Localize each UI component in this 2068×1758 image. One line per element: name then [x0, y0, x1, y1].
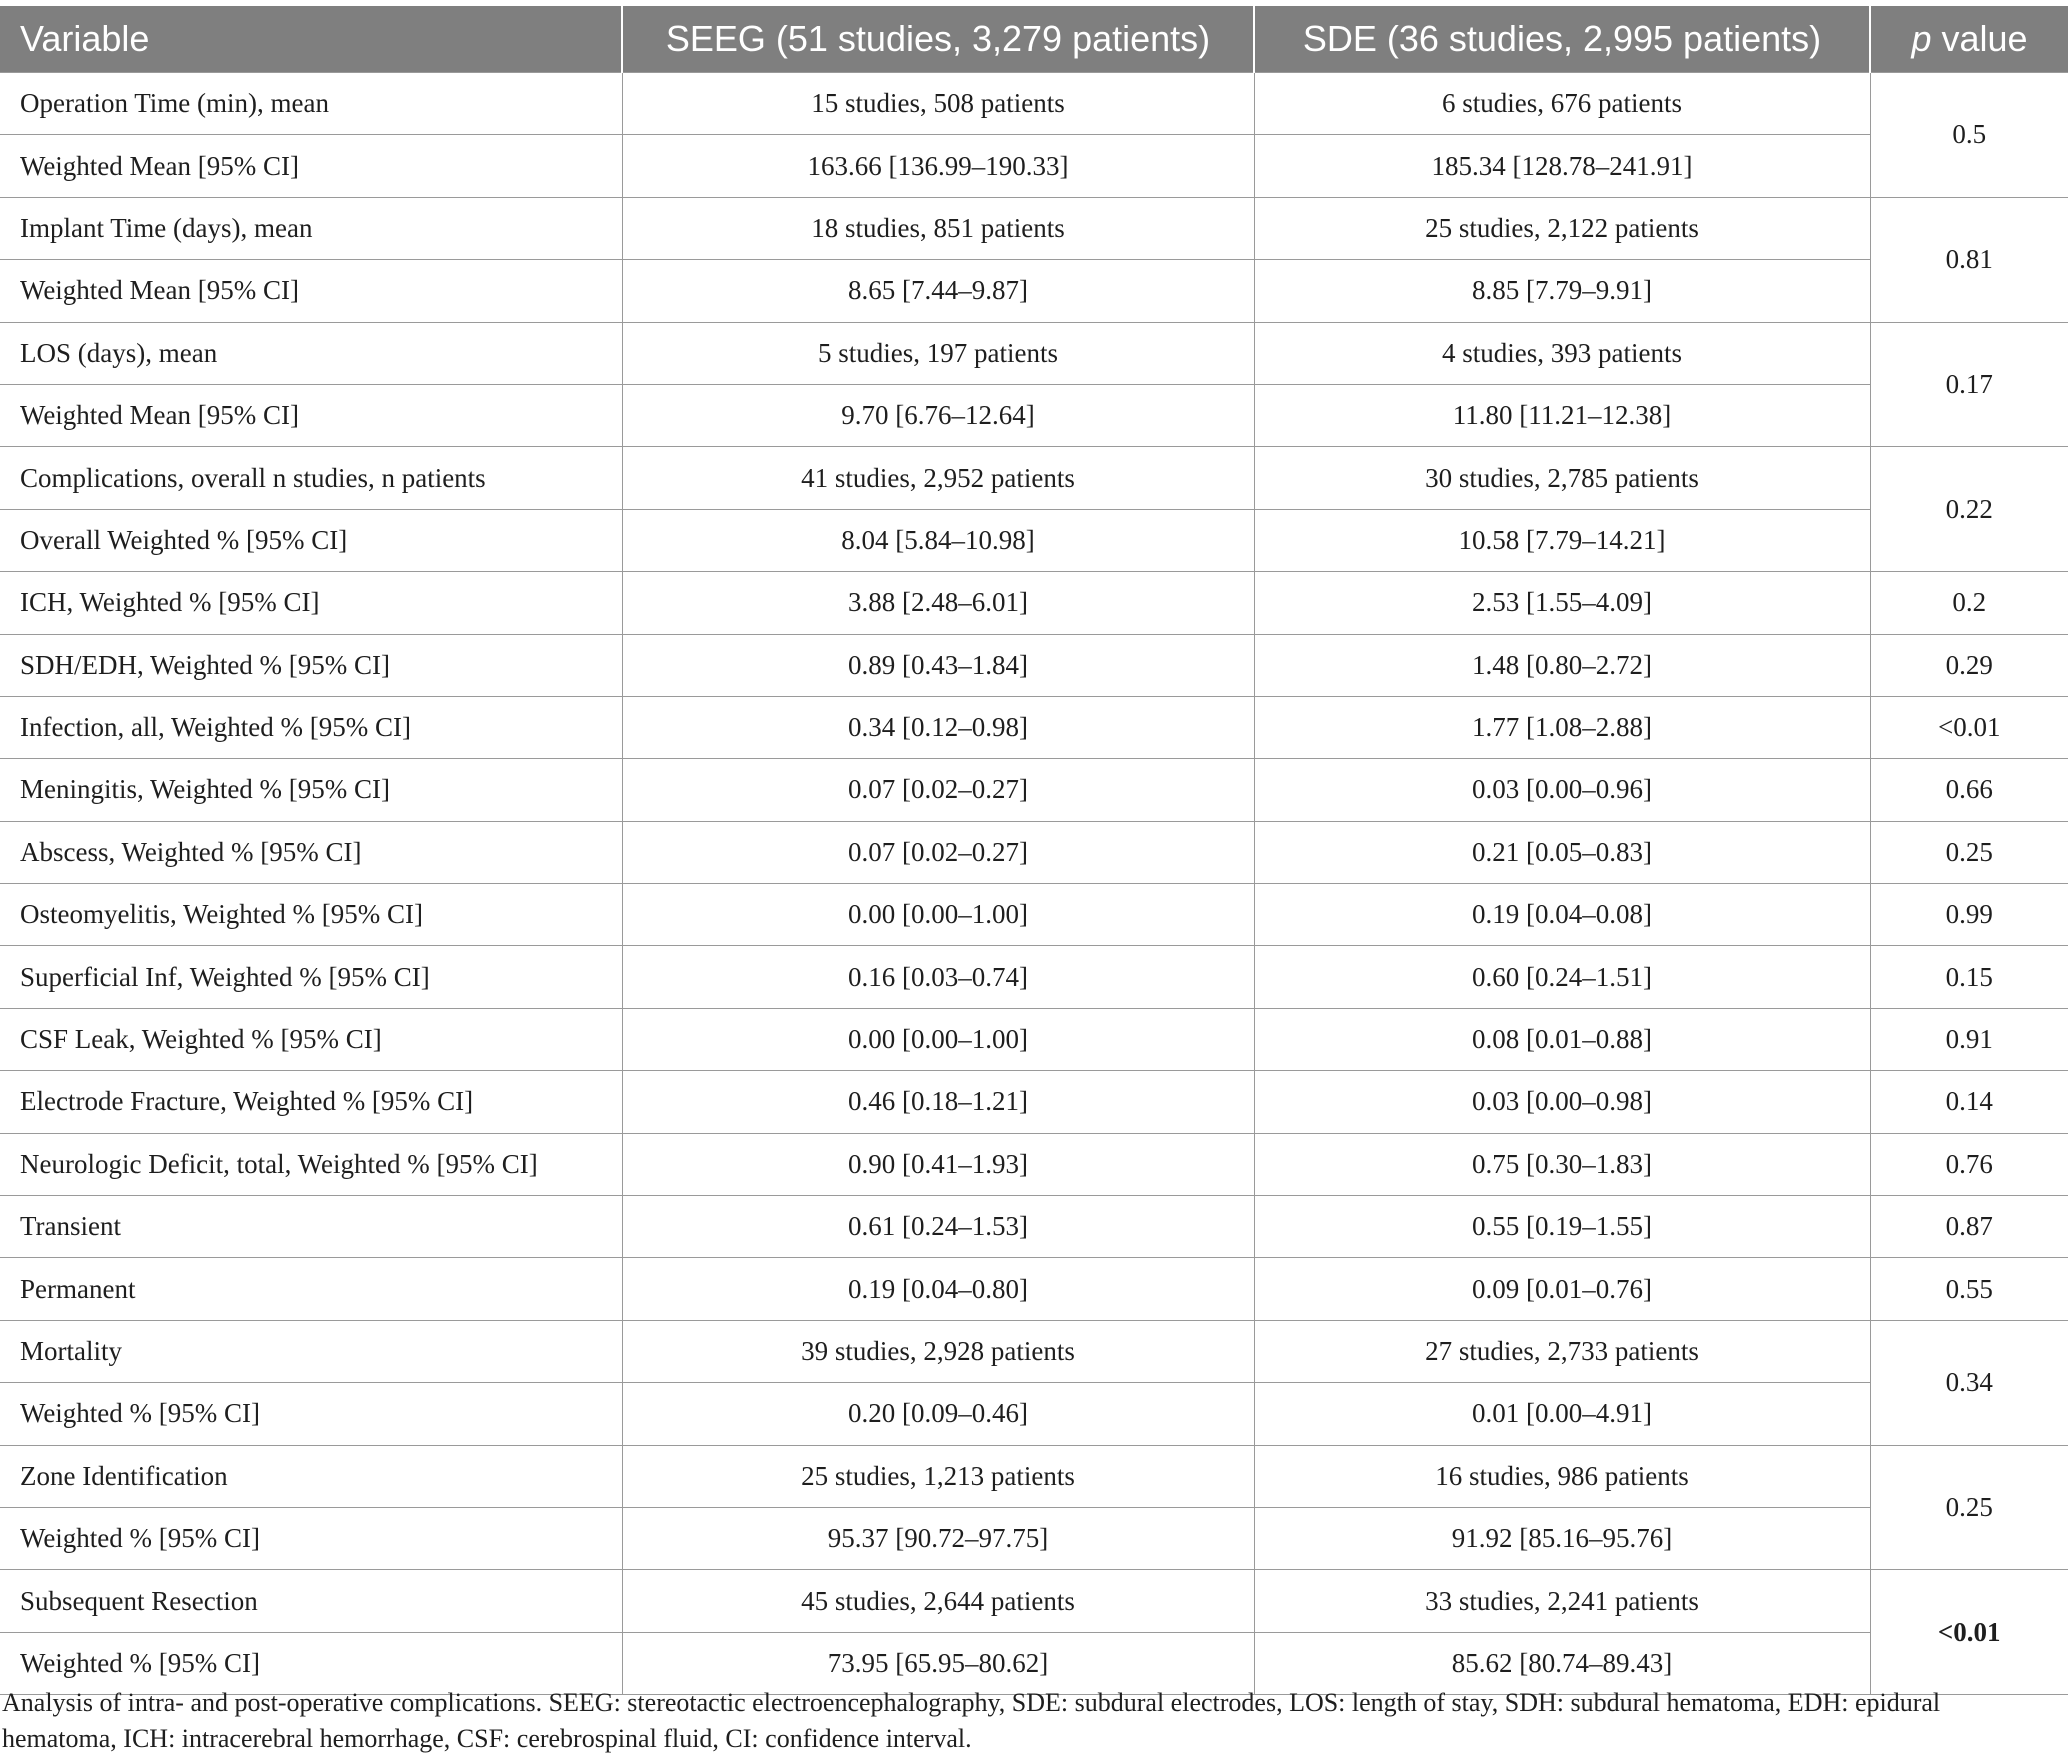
cell-sde: 11.80 [11.21–12.38]	[1254, 384, 1870, 446]
table-row	[0, 447, 2068, 509]
cell-p-value: 0.99	[1870, 884, 2068, 946]
cell-variable: Neurologic Deficit, total, Weighted % [95% CI]	[0, 1133, 622, 1195]
cell-seeg: 0.90 [0.41–1.93]	[622, 1133, 1254, 1195]
cell-variable: Weighted % [95% CI]	[0, 1632, 622, 1694]
table-row	[0, 1133, 2068, 1195]
cell-variable: Weighted Mean [95% CI]	[0, 384, 622, 446]
cell-sde: 8.85 [7.79–9.91]	[1254, 260, 1870, 322]
cell-sde: 16 studies, 986 patients	[1254, 1445, 1870, 1507]
cell-variable: Infection, all, Weighted % [95% CI]	[0, 696, 622, 758]
header-variable: Variable	[0, 6, 622, 73]
cell-variable: Operation Time (min), mean	[0, 73, 622, 135]
cell-sde: 85.62 [80.74–89.43]	[1254, 1632, 1870, 1694]
table-body	[0, 73, 2068, 1695]
cell-seeg: 39 studies, 2,928 patients	[622, 1320, 1254, 1382]
cell-sde: 0.01 [0.00–4.91]	[1254, 1383, 1870, 1445]
table-row	[0, 1008, 2068, 1070]
cell-p-value: 0.91	[1870, 1008, 2068, 1070]
cell-sde: 0.21 [0.05–0.83]	[1254, 821, 1870, 883]
cell-seeg: 0.00 [0.00–1.00]	[622, 884, 1254, 946]
cell-seeg: 8.65 [7.44–9.87]	[622, 260, 1254, 322]
cell-variable: Mortality	[0, 1320, 622, 1382]
cell-sde: 0.55 [0.19–1.55]	[1254, 1196, 1870, 1258]
cell-seeg: 0.07 [0.02–0.27]	[622, 759, 1254, 821]
cell-variable: Complications, overall n studies, n patients	[0, 447, 622, 509]
cell-seeg: 95.37 [90.72–97.75]	[622, 1507, 1254, 1569]
cell-p-value: 0.76	[1870, 1133, 2068, 1195]
complications-table	[0, 6, 2068, 1695]
table-row	[0, 260, 2068, 322]
header-row	[0, 6, 2068, 73]
cell-sde: 91.92 [85.16–95.76]	[1254, 1507, 1870, 1569]
cell-p-value: 0.55	[1870, 1258, 2068, 1320]
cell-seeg: 0.46 [0.18–1.21]	[622, 1071, 1254, 1133]
table-row	[0, 821, 2068, 883]
cell-variable: Permanent	[0, 1258, 622, 1320]
cell-sde: 0.19 [0.04–0.08]	[1254, 884, 1870, 946]
table-row	[0, 197, 2068, 259]
cell-p-value: 0.17	[1870, 322, 2068, 447]
cell-seeg: 3.88 [2.48–6.01]	[622, 572, 1254, 634]
table-row	[0, 1507, 2068, 1569]
cell-sde: 1.48 [0.80–2.72]	[1254, 634, 1870, 696]
cell-p-value: 0.66	[1870, 759, 2068, 821]
table-row	[0, 384, 2068, 446]
cell-variable: Weighted Mean [95% CI]	[0, 135, 622, 197]
cell-seeg: 0.19 [0.04–0.80]	[622, 1258, 1254, 1320]
cell-p-value: 0.15	[1870, 946, 2068, 1008]
table-row	[0, 1445, 2068, 1507]
cell-sde: 0.03 [0.00–0.98]	[1254, 1071, 1870, 1133]
cell-variable: Superficial Inf, Weighted % [95% CI]	[0, 946, 622, 1008]
cell-sde: 10.58 [7.79–14.21]	[1254, 509, 1870, 571]
table-row	[0, 509, 2068, 571]
table-row	[0, 696, 2068, 758]
cell-sde: 33 studies, 2,241 patients	[1254, 1570, 1870, 1632]
cell-p-value: 0.81	[1870, 197, 2068, 322]
cell-seeg: 8.04 [5.84–10.98]	[622, 509, 1254, 571]
table-row	[0, 572, 2068, 634]
table-row	[0, 634, 2068, 696]
cell-sde: 27 studies, 2,733 patients	[1254, 1320, 1870, 1382]
table-row	[0, 322, 2068, 384]
cell-seeg: 0.89 [0.43–1.84]	[622, 634, 1254, 696]
cell-variable: Zone Identification	[0, 1445, 622, 1507]
cell-sde: 30 studies, 2,785 patients	[1254, 447, 1870, 509]
cell-seeg: 0.34 [0.12–0.98]	[622, 696, 1254, 758]
cell-sde: 2.53 [1.55–4.09]	[1254, 572, 1870, 634]
table-row	[0, 1383, 2068, 1445]
cell-variable: LOS (days), mean	[0, 322, 622, 384]
cell-seeg: 0.61 [0.24–1.53]	[622, 1196, 1254, 1258]
cell-sde: 4 studies, 393 patients	[1254, 322, 1870, 384]
cell-variable: SDH/EDH, Weighted % [95% CI]	[0, 634, 622, 696]
cell-seeg: 9.70 [6.76–12.64]	[622, 384, 1254, 446]
table-row	[0, 946, 2068, 1008]
cell-variable: Weighted % [95% CI]	[0, 1383, 622, 1445]
cell-seeg: 0.16 [0.03–0.74]	[622, 946, 1254, 1008]
cell-sde: 185.34 [128.78–241.91]	[1254, 135, 1870, 197]
cell-seeg: 0.20 [0.09–0.46]	[622, 1383, 1254, 1445]
table-row	[0, 1196, 2068, 1258]
cell-variable: Abscess, Weighted % [95% CI]	[0, 821, 622, 883]
cell-sde: 0.08 [0.01–0.88]	[1254, 1008, 1870, 1070]
table-row	[0, 1071, 2068, 1133]
cell-sde: 0.75 [0.30–1.83]	[1254, 1133, 1870, 1195]
cell-seeg: 15 studies, 508 patients	[622, 73, 1254, 135]
cell-seeg: 5 studies, 197 patients	[622, 322, 1254, 384]
cell-variable: Weighted Mean [95% CI]	[0, 260, 622, 322]
cell-p-value: 0.14	[1870, 1071, 2068, 1133]
cell-p-value: 0.87	[1870, 1196, 2068, 1258]
table-row	[0, 73, 2068, 135]
cell-seeg: 25 studies, 1,213 patients	[622, 1445, 1254, 1507]
cell-p-value: 0.34	[1870, 1320, 2068, 1445]
cell-variable: Overall Weighted % [95% CI]	[0, 509, 622, 571]
cell-p-value: 0.25	[1870, 821, 2068, 883]
header-p-rest: value	[1931, 18, 2028, 59]
cell-variable: CSF Leak, Weighted % [95% CI]	[0, 1008, 622, 1070]
cell-seeg: 163.66 [136.99–190.33]	[622, 135, 1254, 197]
table-footnote: Analysis of intra- and post-operative complications. SEEG: stereotactic electroencephalography, SDE: subdural electrodes, LOS: length of stay, SDH: subdural hematoma, EDH: epidural hematoma, ICH: intracerebral hemorrhage, CSF: cerebrospinal fluid, CI: confidence interval.	[2, 1688, 1941, 1753]
cell-variable: Subsequent Resection	[0, 1570, 622, 1632]
cell-p-value: 0.25	[1870, 1445, 2068, 1570]
cell-variable: Transient	[0, 1196, 622, 1258]
cell-sde: 25 studies, 2,122 patients	[1254, 197, 1870, 259]
cell-seeg: 73.95 [65.95–80.62]	[622, 1632, 1254, 1694]
cell-seeg: 18 studies, 851 patients	[622, 197, 1254, 259]
cell-variable: Weighted % [95% CI]	[0, 1507, 622, 1569]
header-seeg: SEEG (51 studies, 3,279 patients)	[622, 6, 1254, 73]
cell-sde: 1.77 [1.08–2.88]	[1254, 696, 1870, 758]
header-p-value	[1870, 6, 2068, 73]
cell-variable: Osteomyelitis, Weighted % [95% CI]	[0, 884, 622, 946]
cell-seeg: 45 studies, 2,644 patients	[622, 1570, 1254, 1632]
cell-sde: 0.03 [0.00–0.96]	[1254, 759, 1870, 821]
cell-p-value: 0.2	[1870, 572, 2068, 634]
cell-sde: 0.60 [0.24–1.51]	[1254, 946, 1870, 1008]
table-row	[0, 135, 2068, 197]
cell-seeg: 0.07 [0.02–0.27]	[622, 821, 1254, 883]
cell-p-value: 0.5	[1870, 73, 2068, 198]
cell-variable: Meningitis, Weighted % [95% CI]	[0, 759, 622, 821]
cell-variable: ICH, Weighted % [95% CI]	[0, 572, 622, 634]
cell-variable: Electrode Fracture, Weighted % [95% CI]	[0, 1071, 622, 1133]
cell-variable: Implant Time (days), mean	[0, 197, 622, 259]
cell-sde: 6 studies, 676 patients	[1254, 73, 1870, 135]
cell-sde: 0.09 [0.01–0.76]	[1254, 1258, 1870, 1320]
cell-seeg: 41 studies, 2,952 patients	[622, 447, 1254, 509]
table-header	[0, 6, 2068, 73]
cell-p-value: <0.01	[1870, 696, 2068, 758]
table-row	[0, 1570, 2068, 1632]
header-sde: SDE (36 studies, 2,995 patients)	[1254, 6, 1870, 73]
table-row	[0, 1320, 2068, 1382]
table-row	[0, 759, 2068, 821]
header-p-italic: p	[1911, 18, 1932, 59]
cell-p-value: 0.29	[1870, 634, 2068, 696]
cell-p-value: 0.22	[1870, 447, 2068, 572]
table-row	[0, 884, 2068, 946]
table-row	[0, 1258, 2068, 1320]
cell-seeg: 0.00 [0.00–1.00]	[622, 1008, 1254, 1070]
cell-p-value-significant: <0.01	[1870, 1570, 2068, 1695]
results-table-container	[0, 6, 2068, 1695]
